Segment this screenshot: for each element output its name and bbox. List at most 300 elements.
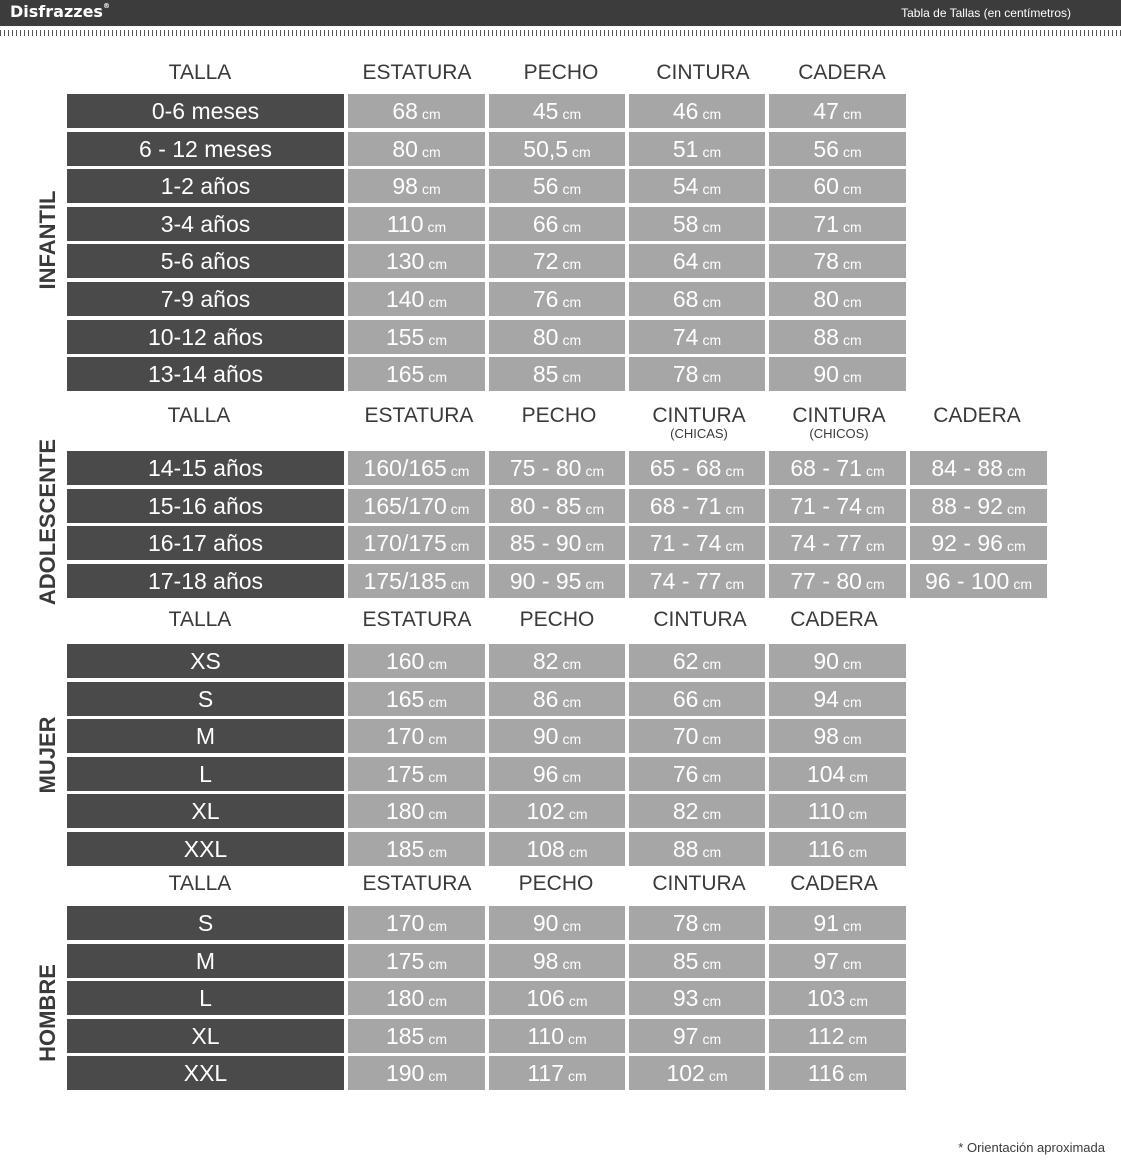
size-cell: 17-18 años — [67, 564, 344, 598]
measure-unit: cm — [421, 144, 441, 160]
measure-value: 82 — [532, 648, 559, 674]
column-header — [363, 873, 472, 894]
measure-cell — [489, 451, 625, 485]
measure-cell — [348, 320, 485, 354]
measure-cell — [629, 981, 765, 1015]
measure-cell — [489, 981, 625, 1015]
measure-cell — [489, 682, 625, 716]
measure-cell — [769, 794, 906, 828]
measure-value: 90 — [532, 723, 559, 749]
table-row — [0, 794, 1121, 828]
measure-cell — [769, 451, 906, 485]
measure-value: 85 - 90 — [509, 530, 582, 556]
measure-cell — [629, 489, 765, 523]
measure-unit: cm — [428, 1068, 448, 1084]
measure-cell — [629, 1056, 765, 1090]
column-header-text: CINTURA — [652, 872, 746, 895]
measure-value: 60 — [813, 173, 839, 199]
measure-cell — [348, 244, 485, 278]
measure-cell — [910, 451, 1047, 485]
measure-unit: cm — [702, 294, 722, 310]
measure-value: 74 - 77 — [649, 568, 722, 594]
column-header — [363, 62, 472, 83]
measure-cell — [629, 944, 765, 978]
section-label: MUJER — [35, 716, 60, 794]
measure-cell — [769, 207, 906, 241]
measure-unit: cm — [1013, 576, 1033, 592]
measure-unit: cm — [562, 294, 582, 310]
size-cell: XL — [67, 1019, 344, 1053]
size-cell: 3-4 años — [67, 207, 344, 241]
measure-cell — [348, 489, 485, 523]
measure-cell — [489, 357, 625, 391]
table-row — [0, 719, 1121, 753]
measure-unit: cm — [428, 656, 448, 672]
measure-cell — [489, 564, 625, 598]
measure-cell — [348, 794, 485, 828]
measure-cell — [769, 944, 906, 978]
table-row — [0, 564, 1121, 598]
column-header-text: TALLA — [168, 872, 232, 895]
measure-cell — [489, 794, 625, 828]
column-header — [519, 873, 594, 894]
table-row — [0, 757, 1121, 791]
measure-unit: cm — [428, 332, 448, 348]
column-header — [798, 62, 886, 83]
measure-value: 66 — [672, 686, 699, 712]
measure-unit: cm — [865, 576, 885, 592]
measure-value: 170 — [385, 723, 425, 749]
brand-name: Disfrazzes — [10, 2, 103, 21]
measure-value: 160/165 — [363, 455, 447, 481]
measure-value: 90 — [532, 910, 559, 936]
measure-unit: cm — [428, 294, 448, 310]
measure-value: 76 — [672, 761, 699, 787]
measure-cell — [629, 132, 765, 166]
measure-cell — [489, 489, 625, 523]
measure-cell — [489, 526, 625, 560]
measure-unit: cm — [562, 369, 582, 385]
measure-unit: cm — [562, 219, 582, 235]
measure-cell — [769, 1019, 906, 1053]
measure-cell — [769, 357, 906, 391]
measure-value: 104 — [806, 761, 846, 787]
measure-unit: cm — [702, 656, 722, 672]
measure-cell — [489, 644, 625, 678]
column-header — [169, 873, 232, 894]
measure-cell — [348, 1056, 485, 1090]
measure-unit: cm — [421, 181, 441, 197]
measure-value: 98 — [532, 948, 559, 974]
measure-cell — [348, 526, 485, 560]
column-header — [169, 609, 232, 630]
measure-value: 68 - 71 — [790, 455, 862, 481]
table-row — [0, 169, 1121, 203]
measure-unit: cm — [1006, 501, 1026, 517]
top-bar — [0, 0, 1121, 26]
measure-unit: cm — [562, 181, 582, 197]
size-cell: 1-2 años — [67, 169, 344, 203]
measure-value: 96 — [532, 761, 559, 787]
size-cell: 16-17 años — [67, 526, 344, 560]
measure-unit: cm — [562, 956, 582, 972]
size-cell: M — [67, 719, 344, 753]
measure-cell — [769, 526, 906, 560]
measure-cell — [348, 644, 485, 678]
measure-cell — [489, 1019, 625, 1053]
measure-value: 98 — [392, 173, 418, 199]
measure-value: 71 - 74 — [649, 530, 722, 556]
measure-unit: cm — [702, 219, 722, 235]
section-label: ADOLESCENTE — [35, 438, 60, 606]
measure-unit: cm — [725, 501, 745, 517]
measure-unit: cm — [842, 294, 862, 310]
measure-cell — [629, 357, 765, 391]
measure-cell — [910, 564, 1047, 598]
measure-value: 185 — [385, 1023, 425, 1049]
measure-cell — [348, 981, 485, 1015]
column-header-text: ESTATURA — [362, 608, 472, 631]
measure-unit: cm — [450, 576, 470, 592]
measure-unit: cm — [702, 806, 722, 822]
measure-value: 85 — [532, 361, 559, 387]
column-header-text: PECHO — [523, 61, 599, 84]
measure-unit: cm — [568, 844, 588, 860]
measure-cell — [629, 451, 765, 485]
measure-value: 185 — [385, 836, 425, 862]
measure-cell — [489, 169, 625, 203]
column-header-text: ESTATURA — [364, 404, 474, 427]
footnote: * Orientación aproximada — [958, 1140, 1105, 1155]
size-cell: 0-6 meses — [67, 94, 344, 128]
size-cell: L — [67, 981, 344, 1015]
measure-cell — [769, 132, 906, 166]
size-cell: XXL — [67, 1056, 344, 1090]
size-cell: L — [67, 757, 344, 791]
measure-cell — [629, 244, 765, 278]
column-header-text: CADERA — [790, 608, 878, 631]
measure-value: 108 — [526, 836, 565, 862]
measure-unit: cm — [865, 463, 885, 479]
table-row — [0, 526, 1121, 560]
column-header-text: CADERA — [798, 61, 886, 84]
measure-value: 45 — [532, 98, 559, 124]
column-header — [933, 405, 1021, 426]
chart-title: Tabla de Tallas (en centímetros) — [901, 6, 1071, 20]
column-header-text: CINTURA — [653, 608, 747, 631]
measure-unit: cm — [428, 694, 448, 710]
measure-cell — [910, 526, 1047, 560]
table-row — [0, 207, 1121, 241]
measure-unit: cm — [1006, 538, 1026, 554]
measure-cell — [489, 944, 625, 978]
measure-value: 51 — [672, 136, 699, 162]
measure-unit: cm — [849, 993, 869, 1009]
measure-cell — [769, 719, 906, 753]
measure-unit: cm — [562, 918, 582, 934]
measure-cell — [769, 244, 906, 278]
column-header — [653, 609, 746, 630]
measure-value: 70 — [672, 723, 699, 749]
measure-value: 56 — [532, 173, 559, 199]
measure-cell — [629, 564, 765, 598]
section-label: HOMBRE — [35, 964, 60, 1062]
measure-cell — [489, 832, 625, 866]
measure-value: 72 — [532, 248, 559, 274]
measure-unit: cm — [428, 731, 448, 747]
column-header-text: TALLA — [168, 608, 232, 631]
measure-value: 62 — [672, 648, 699, 674]
measure-unit: cm — [450, 463, 470, 479]
measure-value: 68 - 71 — [649, 493, 722, 519]
size-cell: 14-15 años — [67, 451, 344, 485]
measure-cell — [348, 94, 485, 128]
measure-unit: cm — [428, 806, 448, 822]
measure-unit: cm — [702, 106, 722, 122]
measure-value: 190 — [385, 1060, 425, 1086]
measure-unit: cm — [842, 956, 862, 972]
table-row — [0, 682, 1121, 716]
measure-value: 80 - 85 — [509, 493, 582, 519]
measure-value: 54 — [672, 173, 699, 199]
measure-value: 160 — [385, 648, 425, 674]
measure-value: 74 - 77 — [790, 530, 862, 556]
size-cell: 10-12 años — [67, 320, 344, 354]
measure-unit: cm — [842, 181, 862, 197]
column-header — [790, 873, 878, 894]
measure-cell — [629, 526, 765, 560]
measure-value: 94 — [813, 686, 839, 712]
measure-value: 50,5 — [523, 136, 569, 162]
measure-unit: cm — [842, 144, 862, 160]
measure-cell — [348, 282, 485, 316]
measure-value: 165 — [385, 361, 425, 387]
measure-unit: cm — [428, 918, 448, 934]
measure-value: 77 - 80 — [790, 568, 862, 594]
measure-cell — [910, 489, 1047, 523]
measure-value: 175/185 — [363, 568, 447, 594]
column-header — [790, 609, 878, 630]
column-header — [656, 62, 749, 83]
measure-cell — [348, 1019, 485, 1053]
measure-unit: cm — [585, 538, 605, 554]
measure-cell — [348, 944, 485, 978]
measure-unit: cm — [562, 769, 582, 785]
measure-unit: cm — [848, 844, 868, 860]
measure-unit: cm — [585, 501, 605, 517]
column-header — [522, 405, 597, 426]
measure-unit: cm — [1006, 463, 1026, 479]
table-row — [0, 244, 1121, 278]
measure-cell — [348, 564, 485, 598]
measure-value: 75 - 80 — [509, 455, 582, 481]
measure-value: 56 — [813, 136, 839, 162]
table-row — [0, 944, 1121, 978]
measure-cell — [629, 794, 765, 828]
measure-unit: cm — [702, 694, 722, 710]
measure-cell — [629, 719, 765, 753]
measure-value: 93 — [672, 985, 699, 1011]
measure-value: 66 — [532, 211, 559, 237]
measure-unit: cm — [702, 918, 722, 934]
measure-value: 71 — [813, 211, 839, 237]
measure-value: 116 — [807, 836, 845, 862]
measure-value: 140 — [385, 286, 425, 312]
measure-value: 117 — [527, 1060, 564, 1086]
measure-cell — [489, 282, 625, 316]
size-cell: S — [67, 682, 344, 716]
measure-cell — [489, 94, 625, 128]
measure-unit: cm — [568, 1031, 587, 1047]
measure-value: 76 — [532, 286, 559, 312]
measure-unit: cm — [568, 993, 588, 1009]
measure-unit: cm — [848, 1031, 868, 1047]
column-header — [792, 405, 885, 440]
column-header-text: CINTURA — [652, 404, 746, 427]
column-header — [169, 62, 232, 83]
measure-cell — [769, 832, 906, 866]
measure-cell — [769, 757, 906, 791]
measure-cell — [629, 906, 765, 940]
table-row — [0, 906, 1121, 940]
column-header-text: CADERA — [933, 404, 1021, 427]
measure-cell — [629, 207, 765, 241]
measure-cell — [489, 906, 625, 940]
column-header-text: TALLA — [167, 404, 231, 427]
measure-unit: cm — [562, 694, 582, 710]
table-row — [0, 282, 1121, 316]
measure-value: 64 — [672, 248, 699, 274]
measure-value: 165 — [385, 686, 425, 712]
table-row — [0, 832, 1121, 866]
measure-value: 155 — [385, 324, 425, 350]
measure-value: 91 — [813, 910, 839, 936]
column-header-text: CINTURA — [792, 404, 886, 427]
measure-unit: cm — [428, 369, 448, 385]
measure-unit: cm — [428, 769, 448, 785]
measure-cell — [629, 757, 765, 791]
measure-unit: cm — [562, 106, 582, 122]
brand-registered-mark: ® — [102, 2, 110, 10]
size-cell: 5-6 años — [67, 244, 344, 278]
measure-cell — [348, 357, 485, 391]
measure-unit: cm — [585, 463, 605, 479]
measure-value: 84 - 88 — [931, 455, 1003, 481]
measure-unit: cm — [865, 501, 885, 517]
measure-unit: cm — [702, 844, 722, 860]
measure-value: 88 — [813, 324, 839, 350]
measure-value: 46 — [672, 98, 699, 124]
measure-cell — [629, 644, 765, 678]
measure-unit: cm — [702, 144, 722, 160]
measure-value: 90 - 95 — [509, 568, 582, 594]
column-header-text: CINTURA — [656, 61, 750, 84]
measure-value: 68 — [672, 286, 699, 312]
measure-cell — [348, 719, 485, 753]
measure-value: 180 — [385, 985, 425, 1011]
measure-cell — [348, 906, 485, 940]
measure-value: 170/175 — [363, 530, 447, 556]
column-header — [652, 873, 745, 894]
measure-value: 71 - 74 — [790, 493, 862, 519]
measure-cell — [629, 94, 765, 128]
measure-cell — [489, 719, 625, 753]
measure-unit: cm — [702, 369, 722, 385]
section-label: INFANTIL — [35, 190, 60, 290]
table-row — [0, 644, 1121, 678]
measure-unit: cm — [702, 769, 722, 785]
measure-unit: cm — [848, 806, 868, 822]
measure-value: 78 — [813, 248, 839, 274]
measure-unit: cm — [725, 463, 745, 479]
table-row — [0, 320, 1121, 354]
measure-value: 92 - 96 — [931, 530, 1003, 556]
measure-unit: cm — [725, 576, 745, 592]
measure-unit: cm — [572, 144, 591, 160]
measure-unit: cm — [702, 332, 722, 348]
table-row — [0, 132, 1121, 166]
measure-value: 96 - 100 — [924, 568, 1010, 594]
measure-cell — [348, 757, 485, 791]
column-header — [363, 609, 472, 630]
measure-cell — [769, 644, 906, 678]
measure-value: 65 - 68 — [649, 455, 722, 481]
column-header — [524, 62, 599, 83]
measure-unit: cm — [428, 956, 448, 972]
measure-cell — [489, 320, 625, 354]
measure-value: 82 — [672, 798, 699, 824]
measure-unit: cm — [450, 501, 470, 517]
measure-unit: cm — [562, 731, 582, 747]
measure-unit: cm — [568, 1068, 587, 1084]
measure-unit: cm — [848, 1068, 868, 1084]
table-row — [0, 1019, 1121, 1053]
measure-value: 97 — [672, 1023, 699, 1049]
measure-value: 58 — [672, 211, 699, 237]
size-cell: 7-9 años — [67, 282, 344, 316]
measure-value: 110 — [527, 1023, 564, 1049]
measure-unit: cm — [702, 256, 722, 272]
measure-cell — [348, 207, 485, 241]
measure-value: 106 — [526, 985, 565, 1011]
measure-cell — [629, 832, 765, 866]
table-row — [0, 94, 1121, 128]
size-cell: 13-14 años — [67, 357, 344, 391]
table-row — [0, 451, 1121, 485]
measure-value: 90 — [813, 648, 839, 674]
measure-value: 68 — [392, 98, 418, 124]
measure-cell — [769, 981, 906, 1015]
measure-unit: cm — [427, 219, 447, 235]
measure-value: 116 — [807, 1060, 845, 1086]
measure-value: 175 — [385, 948, 425, 974]
measure-unit: cm — [725, 538, 745, 554]
measure-value: 165/170 — [363, 493, 447, 519]
column-header — [365, 405, 474, 426]
measure-unit: cm — [842, 256, 862, 272]
measure-unit: cm — [842, 918, 862, 934]
measure-unit: cm — [428, 844, 448, 860]
measure-cell — [769, 564, 906, 598]
size-cell: S — [67, 906, 344, 940]
column-header-subtext: (CHICOS) — [809, 426, 869, 441]
table-row — [0, 489, 1121, 523]
measure-unit: cm — [702, 956, 722, 972]
measure-value: 112 — [807, 1023, 845, 1049]
column-header-text: PECHO — [519, 608, 595, 631]
measure-unit: cm — [849, 769, 869, 785]
measure-unit: cm — [702, 181, 722, 197]
